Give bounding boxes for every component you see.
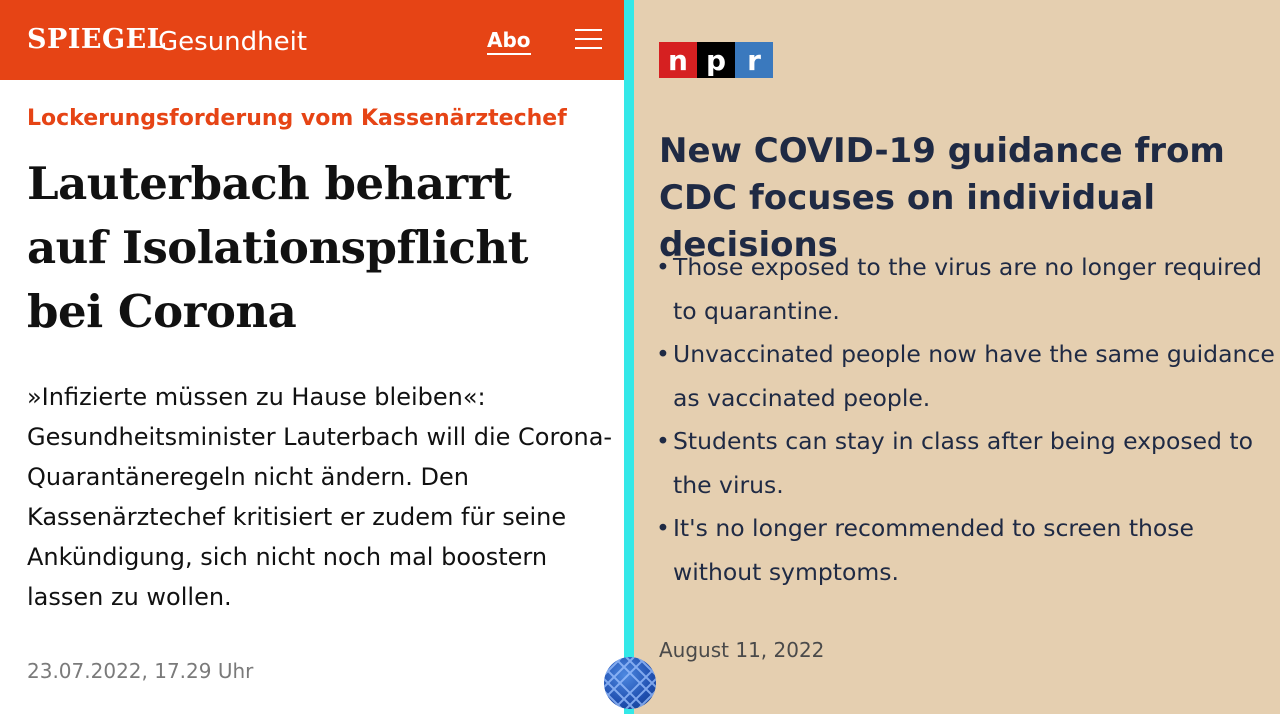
list-item: • It's no longer recommended to screen those without symptoms. — [656, 507, 1276, 594]
article-headline[interactable]: Lauterbach beharrt auf Isolationspflicht bei Corona — [27, 157, 528, 338]
woven-globe-badge-icon — [604, 657, 656, 709]
list-item: • Students can stay in class after being exposed to the virus. — [656, 420, 1276, 507]
npr-logo-p: p — [697, 42, 735, 78]
menu-line — [575, 29, 602, 31]
panel-divider — [624, 0, 634, 714]
badge-pattern — [604, 657, 656, 709]
article-date: 23.07.2022, 17.29 Uhr — [27, 659, 254, 683]
npr-headline: New COVID-19 guidance from CDC focuses on individual decisions — [659, 131, 1225, 265]
section-title[interactable]: Gesundheit — [158, 27, 308, 57]
npr-logo — [659, 42, 773, 78]
article-teaser: »Infizierte müssen zu Hause bleiben«: Gesundheitsminister Lauterbach will die Corona-Quarantäneregeln nicht ändern. Den Kassenärztechef kritisiert er zudem für seine Ankündigung, sich nicht noch mal boostern lassen zu wollen. — [27, 383, 613, 611]
npr-date: August 11, 2022 — [659, 638, 825, 662]
spiegel-logo[interactable]: SPIEGEL — [27, 24, 167, 55]
npr-bullet-list — [656, 246, 1276, 594]
hamburger-menu-icon[interactable] — [575, 29, 602, 49]
npr-logo-r: r — [735, 42, 773, 78]
abo-link[interactable]: Abo — [487, 28, 531, 55]
spiegel-header — [0, 0, 624, 80]
spiegel-panel — [0, 0, 624, 714]
article-kicker: Lockerungsforderung vom Kassenärztechef — [27, 106, 567, 131]
menu-line — [575, 38, 602, 40]
list-item: • Unvaccinated people now have the same guidance as vaccinated people. — [656, 333, 1276, 420]
list-item: • Those exposed to the virus are no longer required to quarantine. — [656, 246, 1276, 333]
npr-logo-n: n — [659, 42, 697, 78]
menu-line — [575, 47, 602, 49]
npr-panel — [634, 0, 1280, 714]
